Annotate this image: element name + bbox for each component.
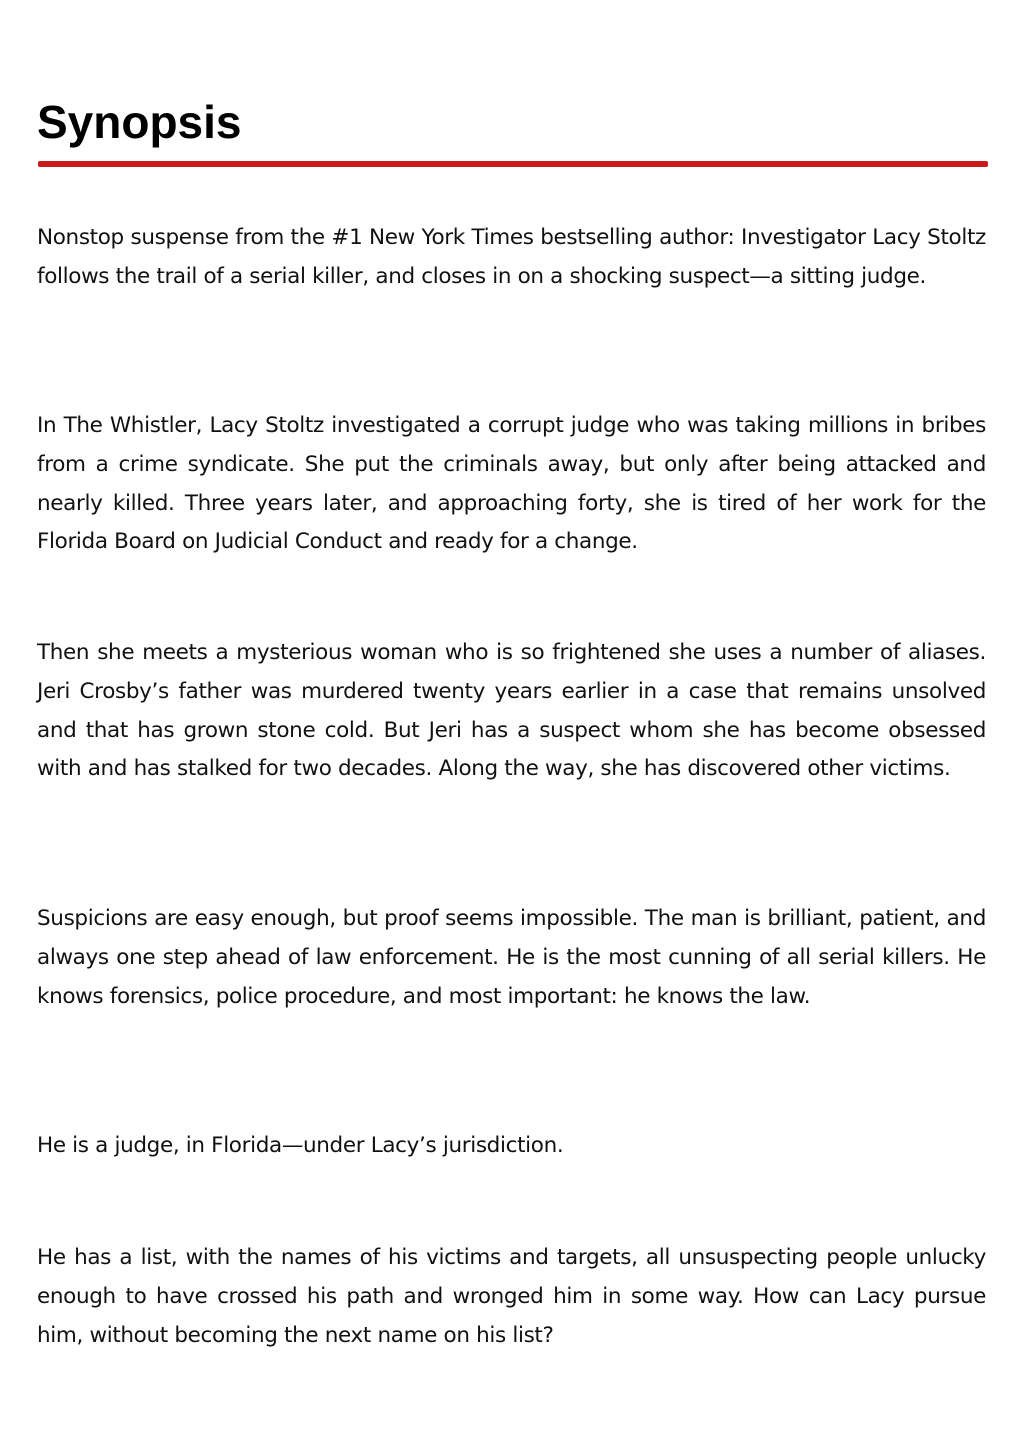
synopsis-paragraph-1: Nonstop suspense from the #1 New York Times bestselling author: Investigator Lacy Stoltz follows the trail of a serial killer, and closes in on a shocking suspect—a sitting judge. <box>37 225 986 289</box>
page-title: Synopsis <box>37 96 242 148</box>
synopsis-paragraph-3: Then she meets a mysterious woman who is so frightened she uses a number of aliases. Jeri Crosby’s father was murdered twenty years earlier in a case that remains unsolved and that has grown stone cold. But Jeri has a suspect whom she has become obsessed with and has stalked for two decades. Along the way, she has discovered other victims. <box>37 640 986 782</box>
title-divider <box>38 161 988 167</box>
synopsis-paragraph-4: Suspicions are easy enough, but proof seems impossible. The man is brilliant, patient, and always one step ahead of law enforcement. He is the most cunning of all serial killers. He knows forensics, police procedure, and most important: he knows the law. <box>37 906 986 1009</box>
synopsis-paragraph-6: He has a list, with the names of his victims and targets, all unsuspecting people unlucky enough to have crossed his path and wronged him in some way. How can Lacy pursue him, without becoming the next name on his list? <box>37 1245 986 1348</box>
synopsis-paragraph-5: He is a judge, in Florida—under Lacy’s jurisdiction. <box>37 1133 564 1158</box>
synopsis-paragraph-2: In The Whistler, Lacy Stoltz investigated a corrupt judge who was taking millions in bribes from a crime syndicate. She put the criminals away, but only after being attacked and nearly killed. Three years later, and approaching forty, she is tired of her work for the Florida Board on Judicial Conduct and ready for a change. <box>37 413 986 555</box>
